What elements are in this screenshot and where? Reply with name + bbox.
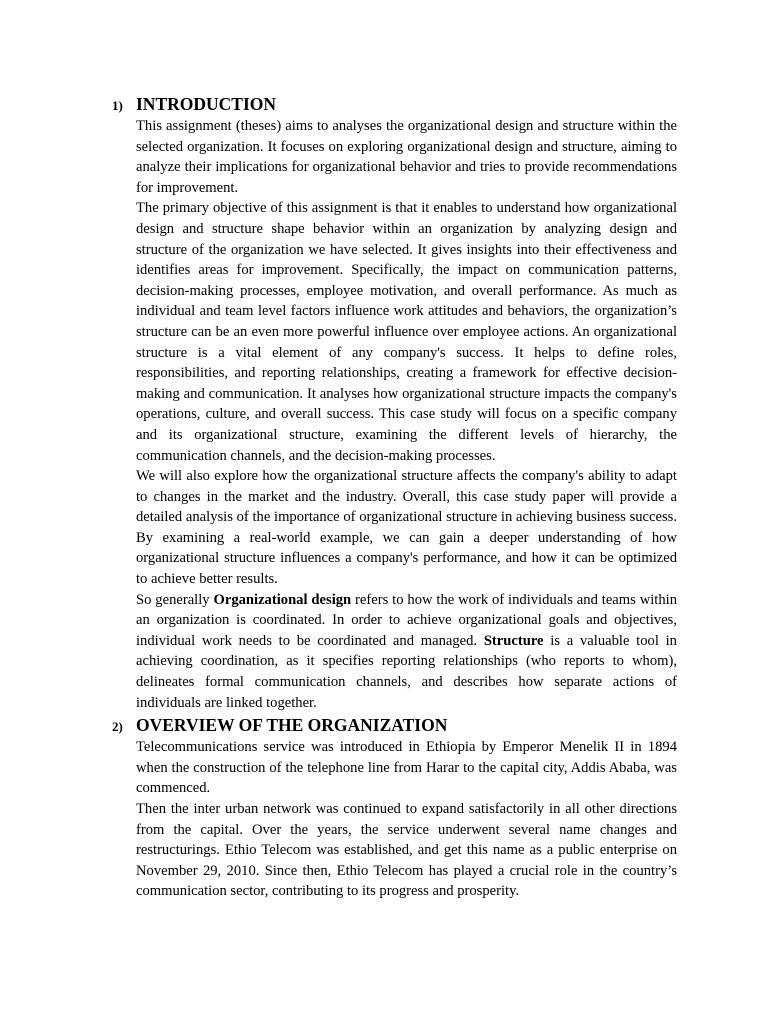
text-run: So generally: [136, 591, 214, 608]
bold-term-structure: Structure: [483, 632, 544, 649]
section-heading-overview: [112, 715, 677, 736]
bold-term-organizational-design: Organizational design: [213, 591, 352, 608]
paragraph: The primary objective of this assignment is that it enables to understand how organizational design and structure shape behavior within an organization by analyzing design and structure of the organization we have selected. It gives insights into their effectiveness and identifies areas for improvement. Specifically, the impact on communication patterns, decision-making processes, employee motivation, and overall performance. As much as individual and team level factors influence work attitudes and behaviors, the organization’s structure can be an even more powerful influence over employee actions. An organizational structure is a vital element of any company's success. It helps to define roles, responsibilities, and reporting relationships, creating a framework for effective decision-making and communication. It analyses how organizational structure impacts the company's operations, culture, and overall success. This case study will focus on a specific company and its organizational structure, examining the different levels of hierarchy, the communication channels, and the decision-making processes.: [136, 200, 677, 464]
section-title: OVERVIEW OF THE ORGANIZATION: [136, 715, 448, 736]
text-run: is a valuable tool in achieving coordination, as it specifies reporting relationships (who reports to whom), delineates formal communication channels, and describes how separate actions of individuals are linked together.: [136, 632, 677, 711]
section-heading-introduction: [112, 94, 677, 114]
section-number: 2): [112, 719, 123, 735]
paragraph: [136, 590, 677, 714]
section-number: 1): [112, 98, 123, 113]
document-body: [112, 94, 677, 902]
section-title: INTRODUCTION: [136, 94, 277, 114]
text-run: refers to how the work of individuals and teams within an organization is coordinated. In order to achieve organizational goals and objectives, individual work needs to be coordinated and managed.: [136, 591, 677, 649]
paragraph: This assignment (theses) aims to analyses the organizational design and structure within the selected organization. It focuses on exploring organizational design and structure, aiming to analyze their implications for organizational behavior and tries to provide recommendations for improvement.: [136, 118, 677, 196]
paragraph: Then the inter urban network was continued to expand satisfactorily in all other directions from the capital. Over the years, the service underwent several name changes and restructurings. Ethio Telecom was established, and get this name as a public enterprise on November 29, 2010. Since then, Ethio Telecom has played a crucial role in the country’s communication sector, contributing to its progress and prosperity.: [136, 801, 677, 900]
paragraph: Telecommunications service was introduced in Ethiopia by Emperor Menelik II in 1894 when the construction of the telephone line from Harar to the capital city, Addis Ababa, was commenced.: [136, 739, 677, 797]
paragraph: We will also explore how the organizational structure affects the company's ability to adapt to changes in the market and the industry. Overall, this case study paper will provide a detailed analysis of the importance of organizational structure in achieving business success. By examining a real-world example, we can gain a deeper understanding of how organizational structure influences a company's performance, and how it can be optimized to achieve better results.: [136, 468, 677, 588]
